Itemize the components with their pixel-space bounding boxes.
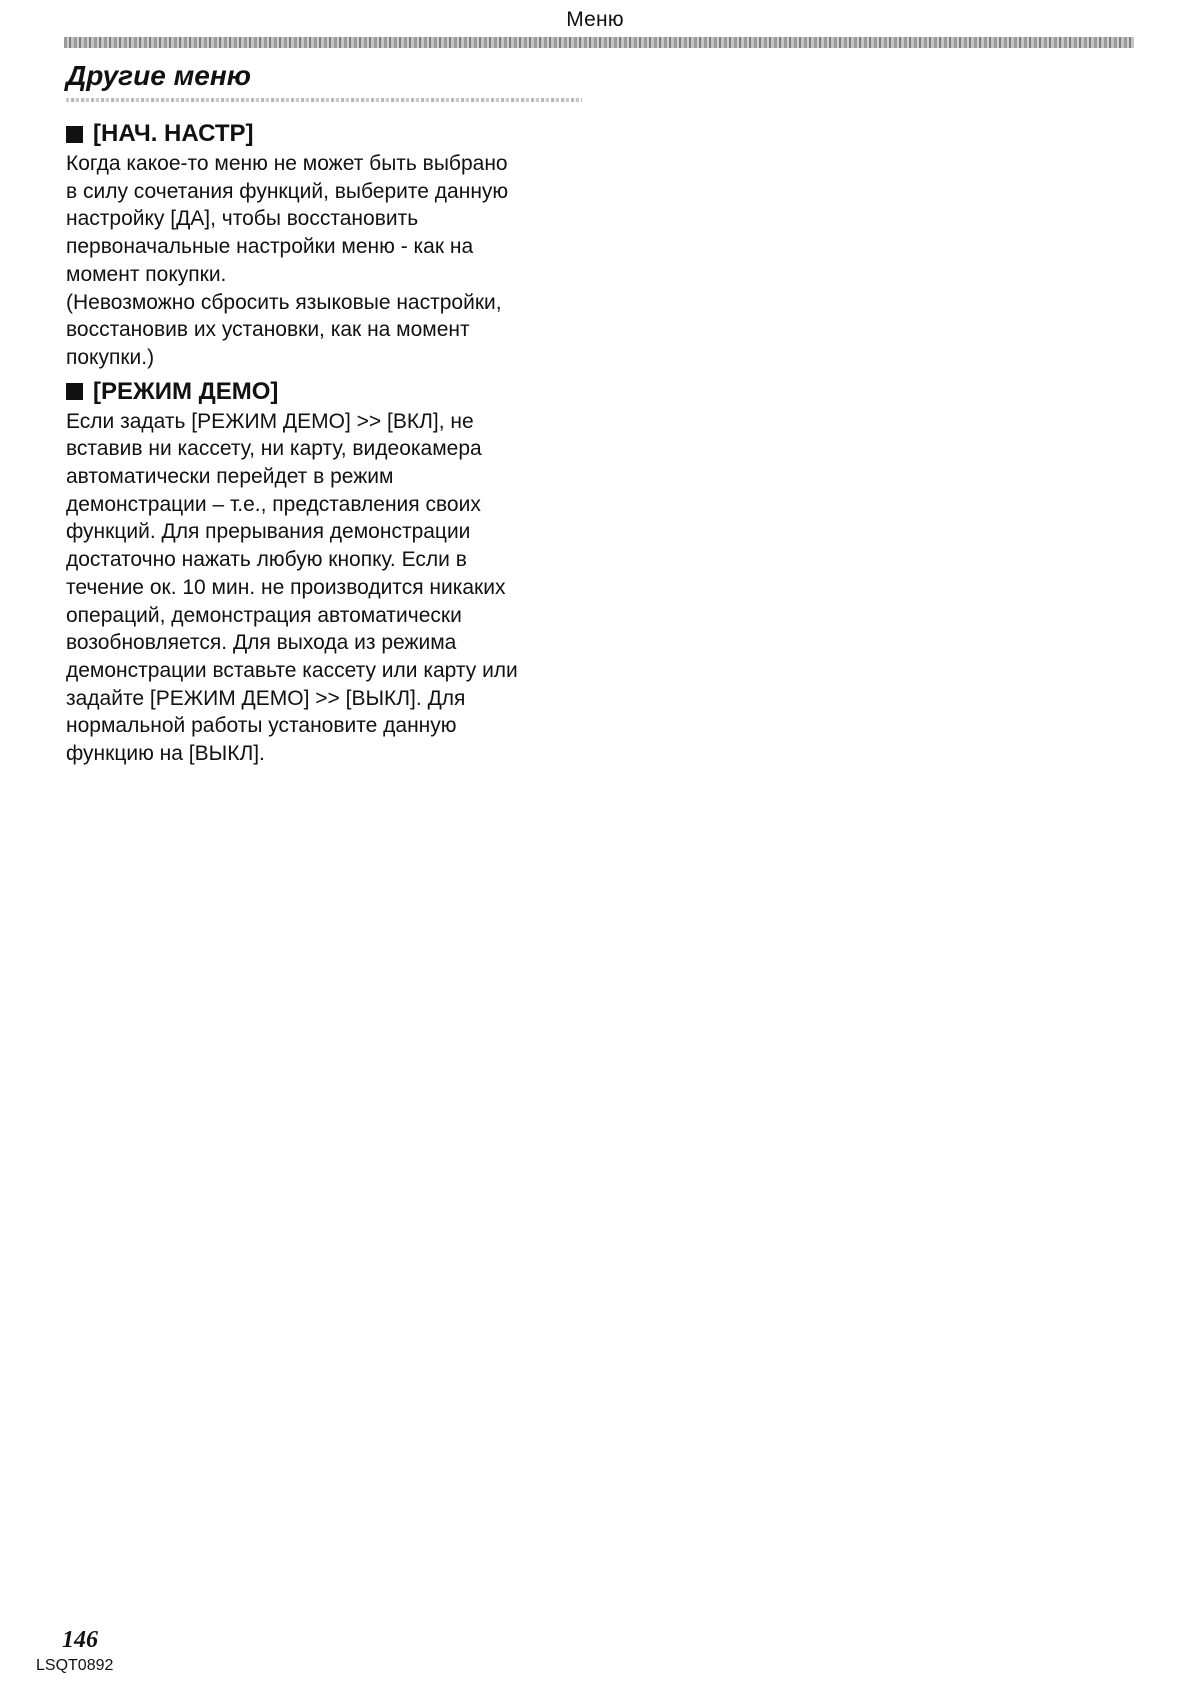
item-text-demo: Если задать [РЕЖИМ ДЕМО] >> [ВКЛ], не вставив ни кассету, ни карту, видеокамера автоматически перейдет в режим демонстрации – т.е., представления своих функций. Для прерывания демонстрации достаточно нажать любую кнопку. Если в течение ок. 10 мин. не производится никаких операций, демонстрация автоматически возобновляется. Для выхода из режима демонстрации вставьте кассету или карту или задайте [РЕЖИМ ДЕМО] >> [ВЫКЛ]. Для нормальной работы установите данную функцию на [ВЫКЛ].	[66, 409, 518, 766]
page-number: 146	[62, 1627, 98, 1653]
item-heading-reset	[66, 118, 586, 150]
content-column	[66, 118, 586, 768]
item-text-reset: Когда какое-то меню не может быть выбрано в силу сочетания функций, выберите данную настройку [ДА], чтобы восстановить первоначальные настройки меню - как на момент покупки. (Невозможно сбросить языковые настройки, восстановив их установки, как на момент покупки.)	[66, 152, 509, 369]
item-heading-label: [РЕЖИМ ДЕМО]	[93, 377, 279, 405]
item-heading-label: [НАЧ. НАСТР]	[93, 120, 254, 147]
section-title: Другие меню	[66, 60, 251, 91]
square-bullet-icon	[66, 383, 83, 400]
square-bullet-icon	[66, 126, 83, 143]
header-rule	[64, 37, 1134, 48]
item-heading-demo	[66, 376, 586, 408]
document-code: LSQT0892	[36, 1657, 114, 1674]
running-header: Меню	[566, 8, 624, 31]
title-rule	[66, 98, 582, 102]
